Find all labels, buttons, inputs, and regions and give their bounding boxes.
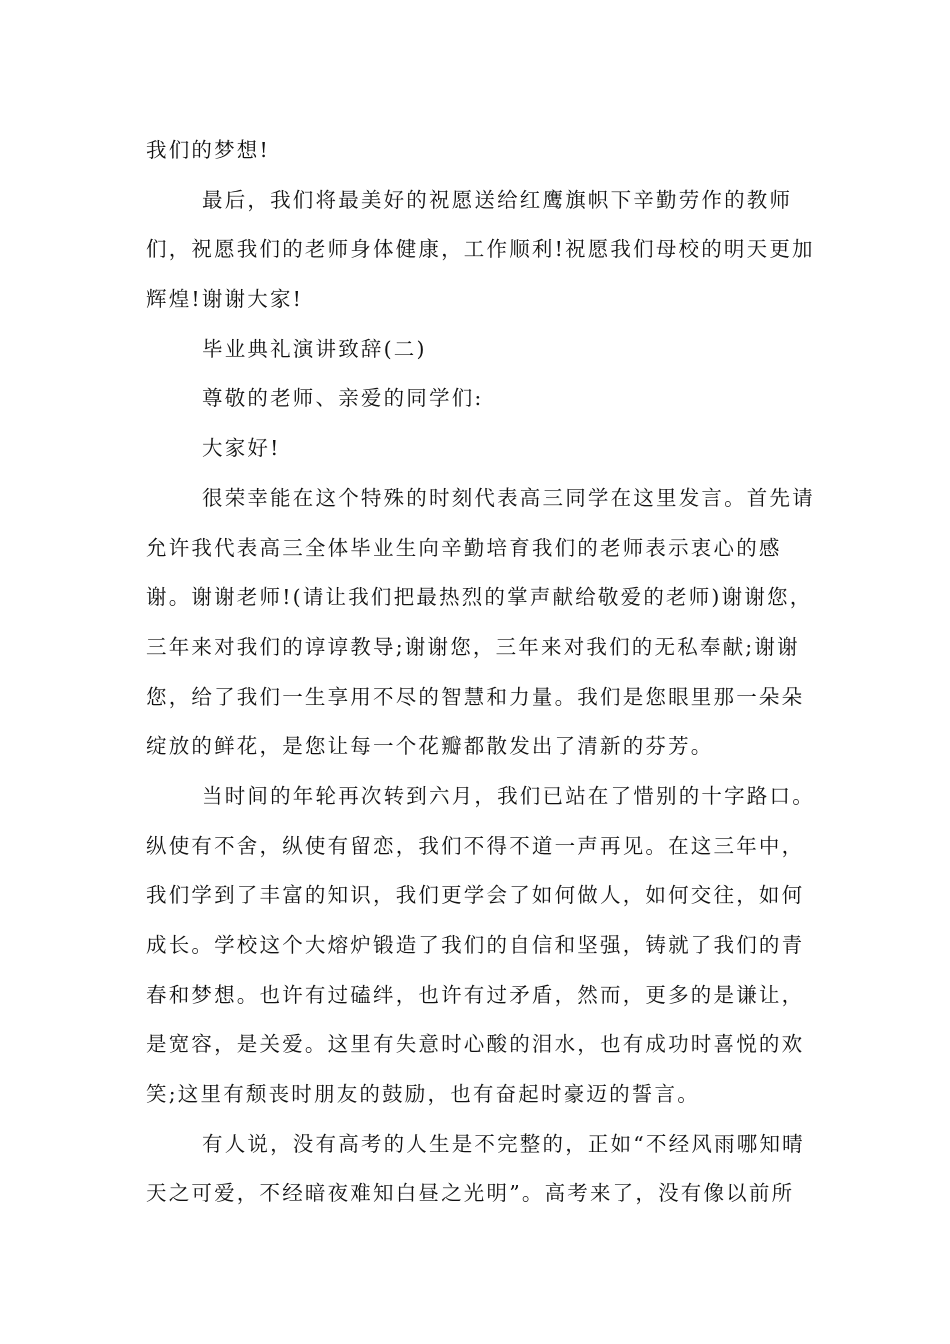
text-line: 允许我代表高三全体毕业生向辛勤培育我们的老师表示衷心的感 [146, 535, 782, 560]
text-line: 谢。谢谢老师!(请让我们把最热烈的掌声献给敬爱的老师)谢谢您， [146, 585, 813, 610]
text-line: 成长。学校这个大熔炉锻造了我们的自信和坚强，铸就了我们的青 [146, 933, 805, 957]
text-line: 辉煌!谢谢大家! [146, 287, 304, 312]
salutation: 尊敬的老师、亲爱的同学们: [202, 386, 484, 411]
text-line: 我们学到了丰富的知识，我们更学会了如何做人，如何交往，如何 [146, 883, 805, 908]
text-line: 当时间的年轮再次转到六月，我们已站在了惜别的十字路口。 [202, 783, 815, 808]
text-line: 是宽容，是关爱。这里有失意时心酸的泪水，也有成功时喜悦的欢 [146, 1032, 805, 1057]
text-line: 们，祝愿我们的老师身体健康，工作顺利!祝愿我们母校的明天更加 [146, 237, 815, 262]
text-line: 笑;这里有颓丧时朋友的鼓励，也有奋起时豪迈的誓言。 [146, 1082, 700, 1107]
text-line: 春和梦想。也许有过磕绊，也许有过矛盾，然而，更多的是谦让， [146, 982, 805, 1007]
greeting: 大家好! [202, 436, 281, 461]
text-line: 三年来对我们的谆谆教导;谢谢您，三年来对我们的无私奉献;谢谢 [146, 634, 800, 659]
text-line: 最后，我们将最美好的祝愿送给红鹰旗帜下辛勤劳作的教师 [202, 187, 793, 212]
text-line: 很荣幸能在这个特殊的时刻代表高三同学在这里发言。首先请 [202, 485, 815, 510]
text-line: 绽放的鲜花，是您让每一个花瓣都散发出了清新的芬芳。 [146, 734, 714, 759]
text-line: 我们的梦想! [146, 138, 270, 162]
text-line: 有人说，没有高考的人生是不完整的，正如“不经风雨哪知晴 [202, 1131, 805, 1156]
text-line: 天之可爱，不经暗夜难知白昼之光明”。高考来了，没有像以前所 [146, 1181, 795, 1206]
text-line: 纵使有不舍，纵使有留恋，我们不得不道一声再见。在这三年中， [146, 833, 805, 858]
text-line: 您，给了我们一生享用不尽的智慧和力量。我们是您眼里那一朵朵 [146, 684, 805, 709]
section-heading: 毕业典礼演讲致辞(二) [202, 336, 427, 361]
body-text [146, 126, 815, 1219]
